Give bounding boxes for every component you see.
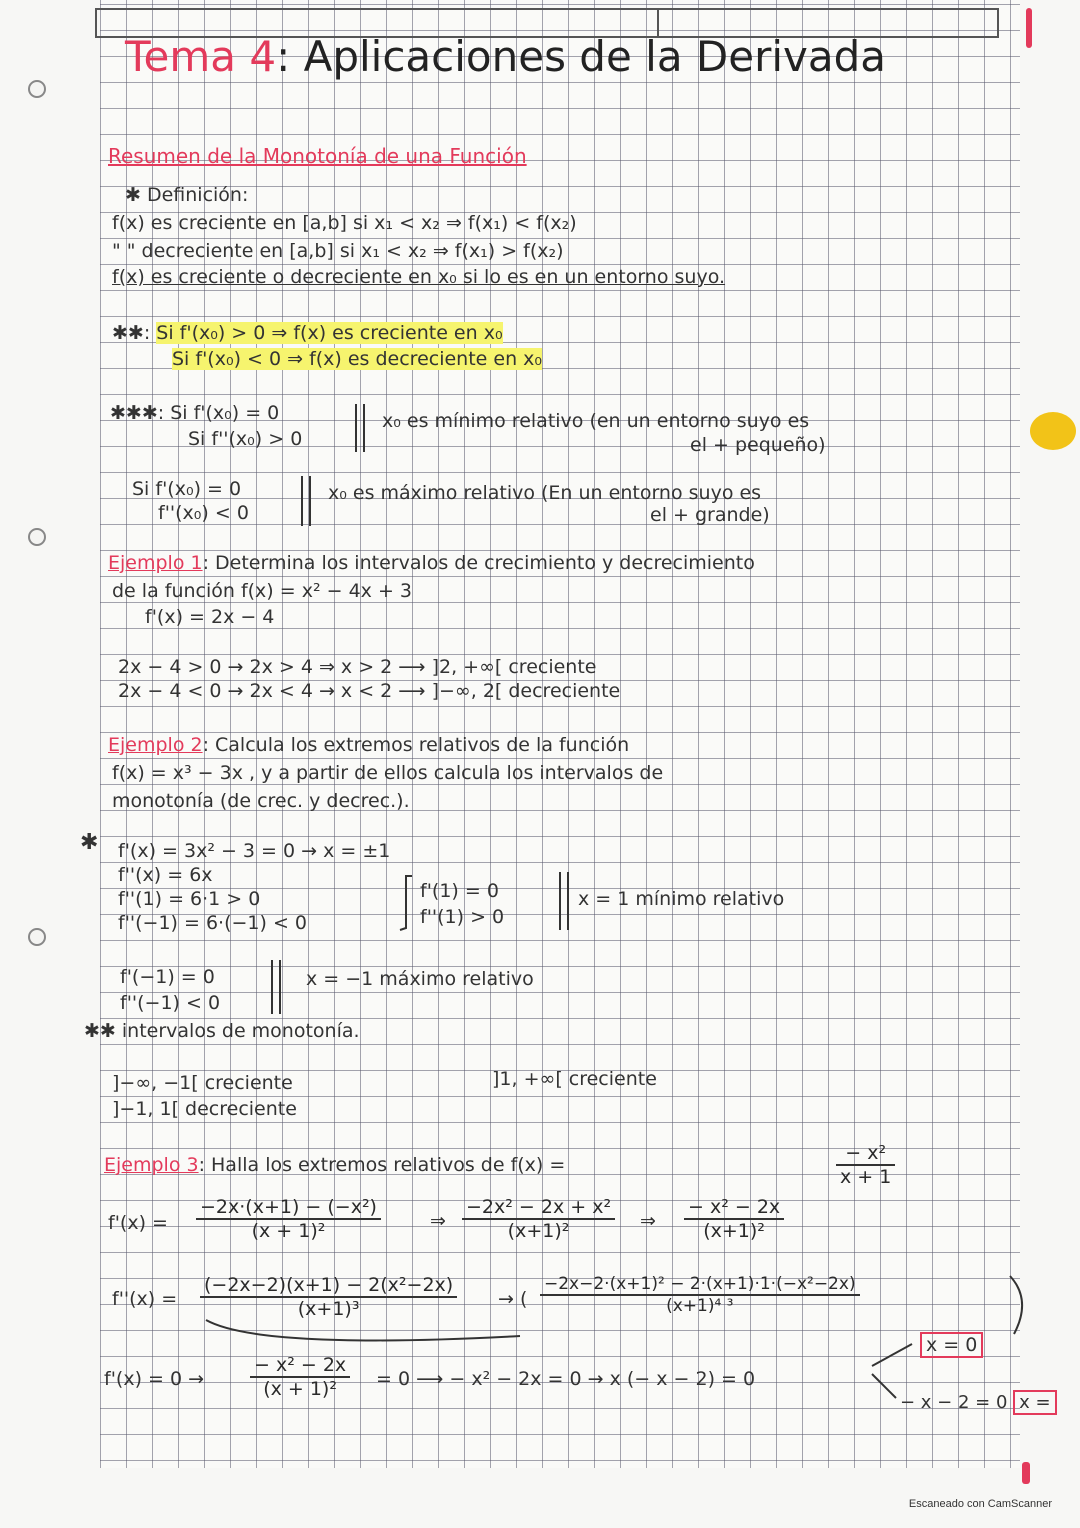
title-pink: Tema 4 — [125, 32, 277, 81]
definition-line-1: f(x) es creciente en [a,b] si x₁ < x₂ ⇒ f(x₁) < f(x₂) — [112, 212, 577, 234]
rule-prefix: ✱✱: — [112, 322, 157, 344]
rule-text: Si f'(x₀) < 0 ⇒ f(x) es decreciente en x₀ — [172, 348, 543, 370]
fraction-numerator: −2x·(x+1) − (−x²) — [196, 1196, 381, 1220]
max-condition-2: f''(x₀) < 0 — [158, 502, 249, 524]
example-2-label: Ejemplo 2 — [108, 734, 203, 756]
fraction-denominator: (x+1)² — [703, 1220, 765, 1242]
section-subtitle: Resumen de la Monotonía de una Función — [108, 144, 527, 168]
min-result: x₀ es mínimo relativo (en un entorno suyo es — [382, 410, 810, 432]
boxed-solution: x = 0 — [920, 1332, 983, 1358]
fraction-denominator: (x+1)² — [507, 1220, 570, 1242]
example-2-d2: f''(x) = 6x — [118, 864, 213, 886]
fraction-denominator: (x + 1)² — [263, 1378, 337, 1400]
example-2-d4: f''(−1) = 6·(−1) < 0 — [118, 912, 308, 934]
example-1-function: de la función f(x) = x² − 4x + 3 — [112, 580, 412, 602]
zero-equation-label: f'(x) = 0 → — [104, 1368, 205, 1390]
fraction-numerator: −2x−2·(x+1)² − 2·(x+1)·1·(−x²−2x) — [540, 1274, 860, 1296]
star-mark: ✱ — [80, 830, 99, 855]
max-result-2: el + grande) — [650, 504, 770, 526]
monotony-heading: ✱✱ intervalos de monotonía. — [84, 1020, 360, 1042]
definition-heading: ✱ Definición: — [125, 184, 249, 206]
second-derivative-label: f''(x) = — [112, 1288, 178, 1310]
example-2-text: : Calcula los extremos relativos de la función — [202, 734, 630, 756]
arrow: → ( — [498, 1288, 528, 1310]
rule-text: Si f'(x₀) = 0 — [170, 402, 280, 424]
example-2-d1: f'(x) = 3x² − 3 = 0 → x = ±1 — [118, 840, 391, 862]
definition-line-2: " " decreciente en [a,b] si x₁ < x₂ ⇒ f(x₁) > f(x₂) — [112, 240, 564, 262]
example-2-max: x = −1 máximo relativo — [306, 968, 534, 990]
min-condition-2: Si f''(x₀) > 0 — [188, 428, 303, 450]
example-2-c3: f'(−1) = 0 — [120, 966, 215, 988]
fraction-numerator: − x² — [836, 1142, 895, 1166]
fraction-denominator: x + 1 — [840, 1166, 892, 1188]
zero-equation-rest: = 0 ⟶ − x² − 2x = 0 → x (− x − 2) = 0 — [376, 1368, 756, 1390]
example-2-c1: f'(1) = 0 — [420, 880, 499, 902]
example-2-function: f(x) = x³ − 3x , y a partir de ellos calcula los intervalos de — [112, 762, 664, 784]
fraction-denominator: (x+1)³ — [297, 1298, 360, 1320]
fraction-denominator: (x+1)⁴ ³ — [666, 1296, 734, 1316]
interval-1: ]−∞, −1[ creciente — [112, 1072, 293, 1094]
implies-arrow: ⇒ — [640, 1210, 656, 1232]
max-result: x₀ es máximo relativo (En un entorno suyo es — [328, 482, 762, 504]
example-3-text: : Halla los extremos relativos de f(x) = — [198, 1154, 566, 1176]
scanner-watermark: Escaneado con CamScanner — [908, 1498, 1052, 1510]
example-2-min: x = 1 mínimo relativo — [578, 888, 785, 910]
boxed-solution: x = — [1013, 1390, 1056, 1415]
example-2-text-3: monotonía (de crec. y decrec.). — [112, 790, 410, 812]
definition-line-3: f(x) es creciente o decreciente en x₀ si lo es en un entorno suyo. — [112, 266, 726, 288]
example-1-decreasing: 2x − 4 < 0 → 2x < 4 → x < 2 ⟶ ]−∞, 2[ decreciente — [118, 680, 621, 702]
title-rest: : Aplicaciones de la Derivada — [276, 32, 887, 81]
example-1-text: : Determina los intervalos de crecimiento y decrecimiento — [202, 552, 755, 574]
max-condition-1: Si f'(x₀) = 0 — [132, 478, 242, 500]
interval-3: ]1, +∞[ creciente — [492, 1068, 657, 1090]
fraction-numerator: − x² − 2x — [684, 1196, 784, 1220]
min-result-2: el + pequeño) — [690, 434, 826, 456]
fraction-numerator: − x² − 2x — [250, 1354, 350, 1378]
solution-2-text: − x − 2 = 0 — [900, 1392, 1008, 1413]
example-1-increasing: 2x − 4 > 0 → 2x > 4 ⇒ x > 2 ⟶ ]2, +∞[ creciente — [118, 656, 597, 678]
example-1-derivative: f'(x) = 2x − 4 — [145, 606, 275, 628]
fraction-denominator: (x + 1)² — [251, 1220, 326, 1242]
rule-text: Si f'(x₀) > 0 ⇒ f(x) es creciente en x₀ — [156, 322, 503, 344]
fraction-numerator: (−2x−2)(x+1) − 2(x²−2x) — [200, 1274, 457, 1298]
fraction-numerator: −2x² − 2x + x² — [462, 1196, 615, 1220]
first-derivative-label: f'(x) = — [108, 1212, 168, 1234]
example-2-d3: f''(1) = 6·1 > 0 — [118, 888, 261, 910]
example-2-c4: f''(−1) < 0 — [120, 992, 221, 1014]
interval-2: ]−1, 1[ decreciente — [112, 1098, 297, 1120]
implies-arrow: ⇒ — [430, 1210, 446, 1232]
example-1-label: Ejemplo 1 — [108, 552, 203, 574]
example-2-c2: f''(1) > 0 — [420, 906, 505, 928]
rule-prefix: ✱✱✱: — [110, 402, 171, 424]
example-3-label: Ejemplo 3 — [104, 1154, 199, 1176]
